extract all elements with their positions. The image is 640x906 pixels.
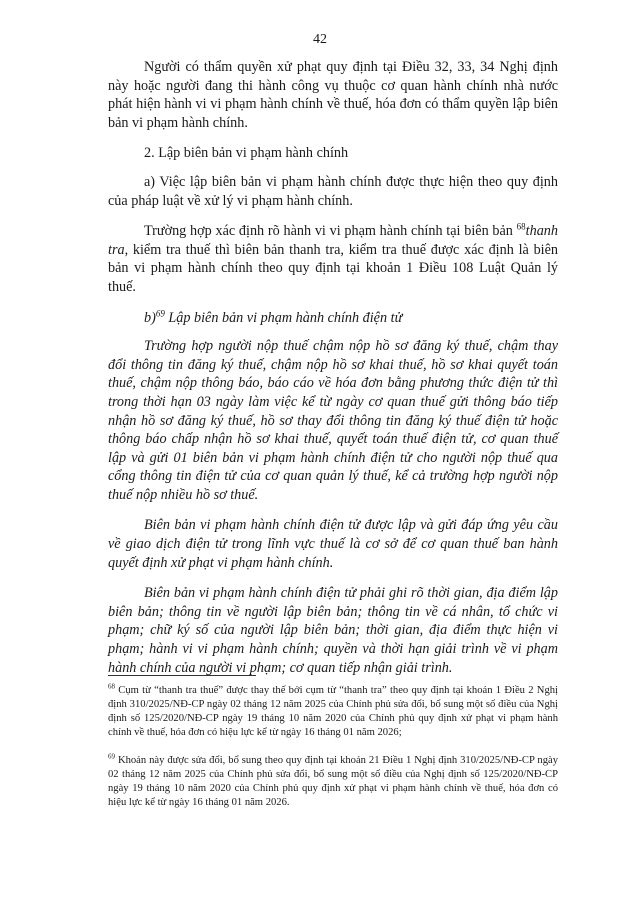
subsection-b-title: Lập biên bản vi phạm hành chính điện tử — [164, 309, 403, 326]
footnote-ref-69[interactable]: 69 — [155, 307, 165, 318]
page-number: 42 — [313, 32, 327, 47]
paragraph-b-3: Biên bản vi phạm hành chính điện tử phải ghi rõ thời gian, địa điểm lập biên bản; thông tin về người lập biên bản; thông tin về cá nhân, tổ chức vi phạm; chữ ký số của người lập biên bản; thời gian, địa điểm thực hiện vi phạm; hành vi vi phạm hành chính; quyền và thời hạn giải trình về vi phạm hành chính của người vi phạm; cơ quan tiếp nhận giải trình. — [108, 585, 558, 676]
subsection-heading-b — [108, 309, 558, 328]
document-body — [108, 58, 558, 689]
paragraph-inspection-case — [108, 222, 558, 296]
footnote-marker: 68 — [108, 682, 115, 691]
footnote-divider — [108, 675, 256, 676]
paragraph-a: a) Việc lập biên bản vi phạm hành chính được thực hiện theo quy định của pháp luật về xử lý vi phạm hành chính. — [108, 173, 558, 209]
footnote-text: Cụm từ “thanh tra thuế” được thay thế bởi cụm từ “thanh tra” theo quy định tại khoản 1 Điều 2 Nghị định 310/2025/NĐ-CP ngày 02 tháng 12 năm 2025 của Chính phủ sửa đổi, bổ sung một số điều của Nghị định số 125/2020/NĐ-CP ngày 19 tháng 10 năm 2020 của Chính phủ quy định xử phạt vi phạm hành chính về thuế, hóa đơn có hiệu lực kể từ ngày 16 tháng 01 năm 2026; — [108, 685, 558, 738]
paragraph-authority: Người có thẩm quyền xử phạt quy định tại Điều 32, 33, 34 Nghị định này hoặc người đang thi hành công vụ thuộc cơ quan hành chính nhà nước phát hiện hành vi vi phạm hành chính về thuế, hóa đơn có thẩm quyền lập biên bản vi phạm hành chính. — [108, 59, 558, 131]
paragraph-inspection-italic: thanh tra — [108, 223, 558, 258]
paragraph-b-1: Trường hợp người nộp thuế chậm nộp hồ sơ đăng ký thuế, chậm thay đổi thông tin đăng ký thuế, chậm nộp hồ sơ khai thuế, hồ sơ khai quyết toán thuế, chậm nộp thông báo, báo cáo về hóa đơn bằng phương thức điện tử thì trong thời hạn 03 ngày làm việc kể từ ngày cơ quan thuế gửi thông báo tiếp nhận hồ sơ đăng ký thuế, hồ sơ thay đổi thông tin đăng ký thuế điện tử hoặc thông báo chấp nhận hồ sơ khai thuế, quyết toán thuế điện tử, cơ quan thuế lập và gửi 01 biên bản vi phạm hành chính điện tử cho người nộp thuế qua cổng thông tin điện tử của cơ quan quản lý thuế, kể cả trường hợp người nộp thuế nộp nhiều hồ sơ thuế. — [108, 338, 558, 503]
footnote-text: Khoản này được sửa đổi, bổ sung theo quy định tại khoản 21 Điều 1 Nghị định 310/2025/NĐ-CP ngày 02 tháng 12 năm 2025 của Chính phủ sửa đổi, bổ sung một số điều của Nghị định số 125/2020/NĐ-CP ngày 19 tháng 10 năm 2020 của Chính phủ quy định xử phạt vi phạm hành chính về thuế, hóa đơn có hiệu lực kể từ ngày 16 tháng 01 năm 2026. — [108, 755, 558, 808]
footnote-69 — [108, 754, 558, 810]
footnote-68 — [108, 684, 558, 740]
footnote-ref-68[interactable]: 68 — [516, 221, 526, 232]
section-heading-2: 2. Lập biên bản vi phạm hành chính — [144, 145, 349, 162]
paragraph-inspection-text-2: , kiểm tra thuế thì biên bản thanh tra, kiểm tra thuế được xác định là biên bản vi phạm hành chính theo quy định tại khoản 1 Điều 108 Luật Quản lý thuế. — [108, 241, 558, 295]
paragraph-b-2: Biên bản vi phạm hành chính điện tử được lập và gửi đáp ứng yêu cầu về giao dịch điện tử trong lĩnh vực thuế là cơ sở để cơ quan thuế ban hành quyết định xử phạt vi phạm hành chính. — [108, 517, 558, 571]
footnote-marker: 69 — [108, 752, 115, 761]
subsection-b-prefix: b) — [144, 309, 156, 326]
paragraph-inspection-text-1: Trường hợp xác định rõ hành vi vi phạm hành chính tại biên bản — [144, 223, 517, 240]
footnotes — [108, 684, 558, 824]
